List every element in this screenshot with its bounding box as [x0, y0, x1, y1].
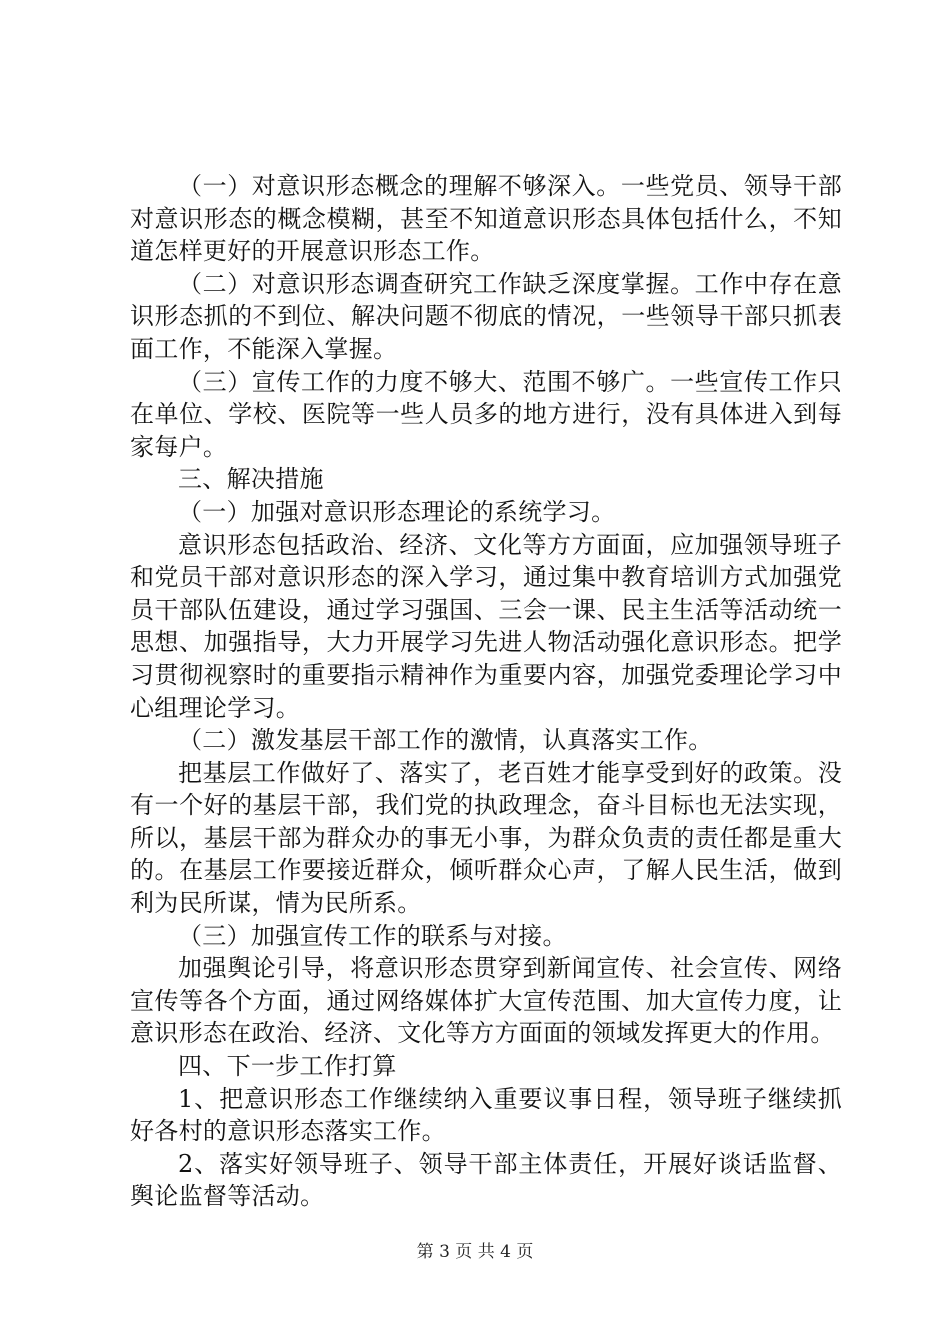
paragraph-item-10: 加强舆论引导，将意识形态贯穿到新闻宣传、社会宣传、网络宣传等各个方面，通过网络媒体扩大宣传范围、加大宣传力度，让意识形态在政治、经济、文化等方方面面的领域发挥更大的作用。: [130, 954, 842, 1048]
paragraph-item-2: （二）对意识形态调查研究工作缺乏深度掌握。工作中存在意识形态抓的不到位、解决问题不彻底的情况，一些领导干部只抓表面工作，不能深入掌握。: [130, 269, 842, 363]
subheading-publicity: （三）加强宣传工作的联系与对接。: [178, 921, 567, 950]
paragraph-item-3: （三）宣传工作的力度不够大、范围不够广。一些宣传工作只在单位、学校、医院等一些人员多的地方进行，没有具体进入到每家每户。: [130, 367, 842, 461]
subheading-theory-study: （一）加强对意识形态理论的系统学习。: [178, 497, 616, 526]
document-body: [130, 170, 842, 1213]
page-number-footer: 第 3 页 共 4 页: [416, 1242, 534, 1262]
list-item-1: 1、把意识形态工作继续纳入重要议事日程，领导班子继续抓好各村的意识形态落实工作。: [130, 1084, 842, 1146]
paragraph-item-8: 把基层工作做好了、落实了，老百姓才能享受到好的政策。没有一个好的基层干部，我们党的执政理念，奋斗目标也无法实现，所以，基层干部为群众办的事无小事，为群众负责的责任都是重大的。在基层工作要接近群众，倾听群众心声，了解人民生活，做到利为民所谋，情为民所系。: [130, 758, 842, 918]
paragraph-item-1: （一）对意识形态概念的理解不够深入。一些党员、领导干部对意识形态的概念模糊，甚至不知道意识形态具体包括什么，不知道怎样更好的开展意识形态工作。: [130, 172, 842, 266]
paragraph-item-6: 意识形态包括政治、经济、文化等方方面面，应加强领导班子和党员干部对意识形态的深入学习，通过集中教育培训方式加强党员干部队伍建设，通过学习强国、三会一课、民主生活等活动统一思想、加强指导，大力开展学习先进人物活动强化意识形态。把学习贯彻视察时的重要指示精神作为重要内容，加强党委理论学习中心组理论学习。: [130, 530, 842, 722]
list-item-2: 2、落实好领导班子、领导干部主体责任，开展好谈话监督、舆论监督等活动。: [130, 1149, 842, 1211]
subheading-grassroots: （二）激发基层干部工作的激情，认真落实工作。: [178, 726, 713, 755]
section-heading-next-steps: 四、下一步工作打算: [178, 1052, 397, 1081]
section-heading-solutions: 三、解决措施: [178, 465, 324, 494]
